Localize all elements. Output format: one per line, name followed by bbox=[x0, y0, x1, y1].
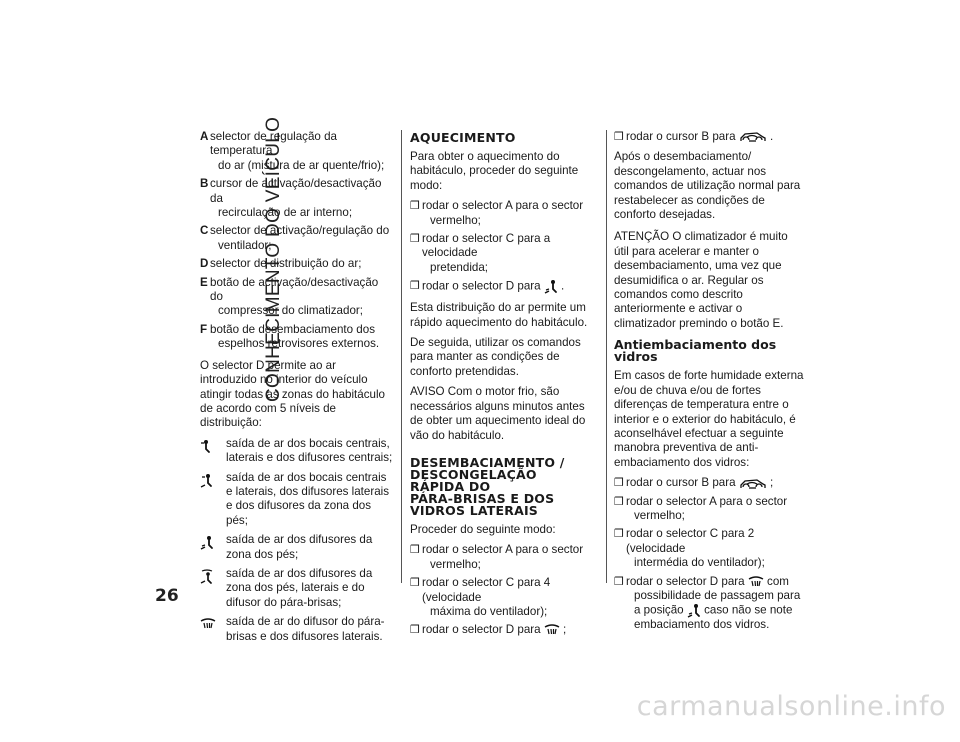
legend-key: E bbox=[200, 275, 208, 289]
legend-text: espelhos retrovisores externos. bbox=[218, 337, 380, 351]
list-item bbox=[410, 232, 600, 275]
heading-line: DESCONGELAÇÃO bbox=[410, 466, 537, 482]
checkbox-bullet-icon: ❒ bbox=[410, 280, 420, 293]
feet-vent-icon bbox=[200, 533, 226, 562]
legend-item bbox=[200, 130, 394, 173]
distribution-text: saída de ar dos difusores da zona dos pés; bbox=[226, 533, 373, 561]
paragraph: Após o desembaciamento/ descongelamento, actuar nos comandos de utilização normal para restabelecer as condições de conforto desejadas. bbox=[614, 150, 801, 222]
checkbox-bullet-icon: ❒ bbox=[614, 495, 624, 508]
list-text: rodar o cursor B para bbox=[626, 476, 736, 490]
checkbox-bullet-icon: ❒ bbox=[614, 477, 624, 490]
list-text: rodar o selector A para o sector bbox=[422, 543, 584, 557]
checkbox-bullet-icon: ❒ bbox=[410, 624, 420, 637]
legend-text: botão de activação/desactivação do bbox=[210, 275, 379, 304]
list-text: intermédia do ventilador); bbox=[634, 556, 765, 570]
feet-windscreen-vent-icon bbox=[200, 567, 226, 610]
distribution-item bbox=[200, 437, 394, 466]
watermark: carmanualsonline.info bbox=[636, 691, 946, 722]
list-text: ; bbox=[770, 476, 774, 490]
list-item bbox=[614, 575, 804, 633]
checkbox-bullet-icon: ❒ bbox=[410, 544, 420, 557]
list-text: rodar o selector C para 4 (velocidade bbox=[422, 576, 551, 604]
checkbox-bullet-icon: ❒ bbox=[614, 131, 624, 143]
checkbox-bullet-icon: ❒ bbox=[410, 200, 420, 213]
heading-line: vidros bbox=[614, 349, 658, 365]
heading-line: PÁRA-BRISAS E DOS bbox=[410, 490, 555, 506]
feet-vent-icon bbox=[687, 604, 701, 617]
distribution-item bbox=[200, 533, 394, 562]
legend-key: B bbox=[200, 177, 209, 191]
legend-text: compressor do climatizador; bbox=[218, 304, 363, 318]
distribution-item bbox=[200, 471, 394, 529]
list-text: máxima do ventilador); bbox=[430, 604, 548, 618]
section-heading: AQUECIMENTO bbox=[410, 130, 516, 145]
recirculation-off-car-icon bbox=[739, 130, 767, 143]
list-text: rodar o selector A para o sector bbox=[626, 494, 788, 508]
list-text: vermelho; bbox=[430, 557, 481, 571]
distribution-text: saída de ar do difusor do pára-brisas e dos difusores laterais. bbox=[226, 615, 385, 643]
paragraph: Para obter o aquecimento do habitáculo, proceder do seguinte modo: bbox=[410, 150, 579, 192]
heading-line: DESEMBACIAMENTO / bbox=[410, 454, 565, 470]
list-text: rodar o selector D para bbox=[626, 574, 745, 588]
windscreen-defrost-icon bbox=[544, 623, 560, 636]
list-text: vermelho; bbox=[430, 213, 481, 227]
list-item bbox=[410, 576, 600, 619]
checkbox-bullet-icon: ❒ bbox=[614, 528, 624, 541]
paragraph: Esta distribuição do ar permite um rápido aquecimento do habitáculo. bbox=[410, 301, 588, 329]
legend-text: ventilador; bbox=[218, 238, 272, 252]
list-item bbox=[614, 495, 804, 524]
face-feet-vent-icon bbox=[200, 471, 226, 529]
column-right bbox=[614, 130, 804, 637]
heading-line: VIDROS LATERAIS bbox=[410, 502, 538, 518]
list-item bbox=[410, 543, 600, 572]
windscreen-defrost-icon bbox=[748, 575, 764, 588]
face-vent-icon bbox=[200, 437, 226, 466]
legend-item bbox=[200, 276, 394, 319]
recirculation-off-car-icon bbox=[739, 476, 767, 489]
legend-text: selector de activação/regulação do bbox=[210, 224, 390, 238]
list-item bbox=[614, 527, 804, 570]
section-heading bbox=[614, 339, 804, 363]
checkbox-bullet-icon: ❒ bbox=[410, 577, 420, 590]
side-section-title: CONHECIMENTO DO VEÍCULO bbox=[263, 116, 284, 402]
checkbox-bullet-icon: ❒ bbox=[410, 233, 420, 246]
column-divider bbox=[606, 130, 607, 583]
list-item bbox=[614, 130, 804, 144]
paragraph: De seguida, utilizar os comandos para manter as condições de conforto pretendidas. bbox=[410, 336, 581, 378]
legend-item bbox=[200, 323, 394, 352]
list-item bbox=[614, 476, 804, 490]
distribution-text: saída de ar dos bocais centrais e laterais, dos difusores laterais e dos difusores da zona dos pés; bbox=[226, 470, 390, 527]
heading-line: RÁPIDA DO bbox=[410, 478, 491, 494]
column-divider bbox=[401, 130, 402, 583]
list-text: ; bbox=[563, 623, 567, 637]
warning-paragraph: ATENÇÃO O climatizador é muito útil para acelerar e manter o desembaciamento, uma vez que desumidifica o ar. Regular os comandos como descrito anteriormente e activar o climatizador premindo o botão E. bbox=[614, 230, 788, 330]
list-text: rodar o selector D para bbox=[422, 279, 541, 293]
legend-text: do ar (mistura de ar quente/frio); bbox=[218, 158, 385, 172]
list-text: embaciamento dos vidros. bbox=[634, 618, 770, 632]
list-text: pretendida; bbox=[430, 260, 489, 274]
list-text: a posição bbox=[634, 603, 684, 617]
legend-item bbox=[200, 177, 394, 220]
column-middle bbox=[410, 130, 600, 642]
legend-item bbox=[200, 257, 394, 271]
heading-line: Antiembaciamento dos bbox=[614, 337, 777, 353]
list-text: rodar o cursor B para bbox=[626, 130, 736, 143]
legend-text: selector de regulação da temperatura bbox=[210, 130, 337, 158]
paragraph: Proceder do seguinte modo: bbox=[410, 522, 556, 536]
distribution-item bbox=[200, 567, 394, 610]
distribution-text: saída de ar dos difusores da zona dos pés, laterais e do difusor do pára-brisas; bbox=[226, 566, 373, 609]
list-text: rodar o selector A para o sector bbox=[422, 199, 584, 213]
legend-text: cursor de activação/desactivação da bbox=[210, 177, 382, 205]
windscreen-defrost-icon bbox=[200, 615, 226, 644]
list-text: rodar o selector C para 2 (velocidade bbox=[626, 527, 755, 555]
distribution-text: saída de ar dos bocais centrais, laterais e dos difusores centrais; bbox=[226, 436, 393, 465]
section-heading bbox=[410, 454, 600, 518]
legend-text: botão de desembaciamento dos bbox=[210, 322, 376, 336]
list-text: rodar o selector C para a velocidade bbox=[422, 232, 551, 260]
list-item bbox=[410, 623, 600, 637]
checkbox-bullet-icon: ❒ bbox=[614, 575, 624, 588]
paragraph: Em casos de forte humidade externa e/ou de chuva e/ou de fortes diferenças de temperatura entre o interior e o exterior do habitáculo, é aconselhável efectuar a seguinte manobra preventiva de anti-embaciamento dos vidros: bbox=[614, 369, 804, 469]
legend-key: D bbox=[200, 257, 209, 271]
legend-key: F bbox=[200, 322, 208, 336]
distribution-intro: O selector D permite ao ar introduzido no interior do veículo atingir todas as zonas do habitáculo de acordo com 5 níveis de distribuição: bbox=[200, 358, 385, 430]
list-item bbox=[410, 279, 600, 294]
list-text: com bbox=[767, 574, 789, 588]
column-left bbox=[200, 116, 394, 649]
legend-text: selector de distribuição do ar; bbox=[210, 257, 362, 271]
legend-text: recirculação de ar interno; bbox=[218, 206, 353, 220]
list-item bbox=[410, 199, 600, 228]
warning-paragraph: AVISO Com o motor frio, são necessários alguns minutos antes de obter um aquecimento ideal do vão do habitáculo. bbox=[410, 385, 586, 442]
legend-item bbox=[200, 224, 394, 253]
list-text: possibilidade de passagem para bbox=[634, 588, 801, 602]
list-text: rodar o selector D para bbox=[422, 623, 541, 637]
feet-vent-icon bbox=[544, 280, 558, 293]
distribution-item bbox=[200, 615, 394, 644]
list-text: . bbox=[770, 130, 774, 143]
legend-key: A bbox=[200, 130, 209, 143]
legend-key: C bbox=[200, 224, 209, 238]
list-text: vermelho; bbox=[634, 508, 685, 522]
page-number: 26 bbox=[155, 586, 179, 606]
list-text: . bbox=[561, 279, 565, 293]
list-text: caso não se note bbox=[704, 603, 793, 617]
